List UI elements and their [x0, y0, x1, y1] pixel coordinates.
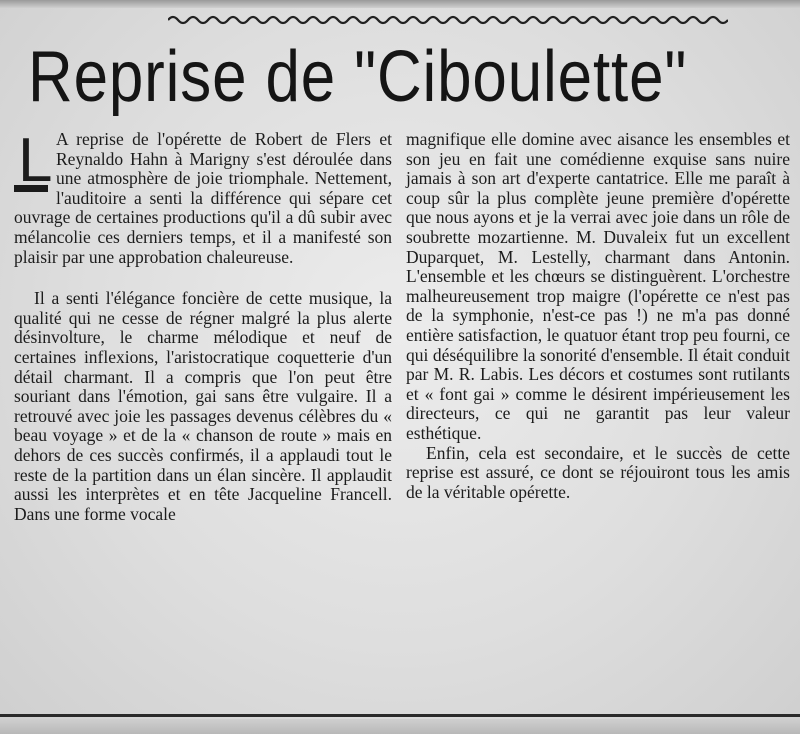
article-headline: Reprise de "Ciboulette"	[28, 37, 688, 117]
paragraph-intro: A reprise de l'opérette de Robert de Flers et Reynaldo Hahn à Marigny s'est déroulée dans une atmosphère de joie triomphale. Nettement, l'auditoire a senti la différence qui sépare cet ouvrage de certaines productions qu'il a dû subir avec mélancolie ces derniers temps, et il a manifesté son plaisir par une approbation chaleureuse.	[14, 129, 392, 267]
clipping-top-edge	[0, 0, 800, 8]
decorative-wavy-rule	[168, 12, 728, 28]
paragraph-performers: magnifique elle domine avec aisance les ensembles et son jeu en fait une comédienne exquise sans nuire jamais à son art d'experte cantatrice. Elle me paraît à coup sûr la plus complète jeune première d'opérette que nous ayons et je la verrai avec joie dans un rôle de soubrette mozartienne. M. Duvaleix fut un excellent Duparquet, M. Lestelly, charmant dans Antonin. L'ensemble et les chœurs se distinguèrent. L'orchestre malheureusement trop maigre (l'opérette ce n'est pas de la symphonie, n'est-ce pas !) ne m'a pas donné entière satisfaction, le quatuor étant trop peu fourni, ce qui déséquilibre la sonorité d'ensemble. Il était conduit par M. R. Labis. Les décors et costumes sont rutilants et « font gai » comme le désirent impérieusement les directeurs, ce qui ne garantit pas leur valeur esthétique.	[406, 129, 790, 443]
paragraph-conclusion: Enfin, cela est secondaire, et le succès de cette reprise est assuré, ce dont se réjouiront tous les amis de la véritable opérette.	[406, 442, 790, 502]
paragraph-music: Il a senti l'élégance foncière de cette musique, la qualité qui ne cesse de régner malgré la plus alerte désinvolture, le charme mélodique et neuf de certaines inflexions, l'aristocratique coquetterie d'un détail charmant. Il a compris que l'on peut être souriant dans l'émotion, gai sans être vulgaire. Il a retrouvé avec joie les passages devenus célèbres du « beau voyage » et de la « chanson de route » mais en dehors de ces succès confirmés, il a applaudi tout le reste de la partition dans un élan sincère. Il applaudit aussi les interprètes et en tête Jacqueline Francell. Dans une forme vocale	[14, 288, 392, 524]
article-right-column	[406, 130, 790, 502]
article-left-column	[14, 126, 392, 524]
clipping-bottom-edge	[0, 719, 800, 734]
bottom-rule	[0, 714, 800, 717]
drop-cap: L	[14, 134, 48, 192]
